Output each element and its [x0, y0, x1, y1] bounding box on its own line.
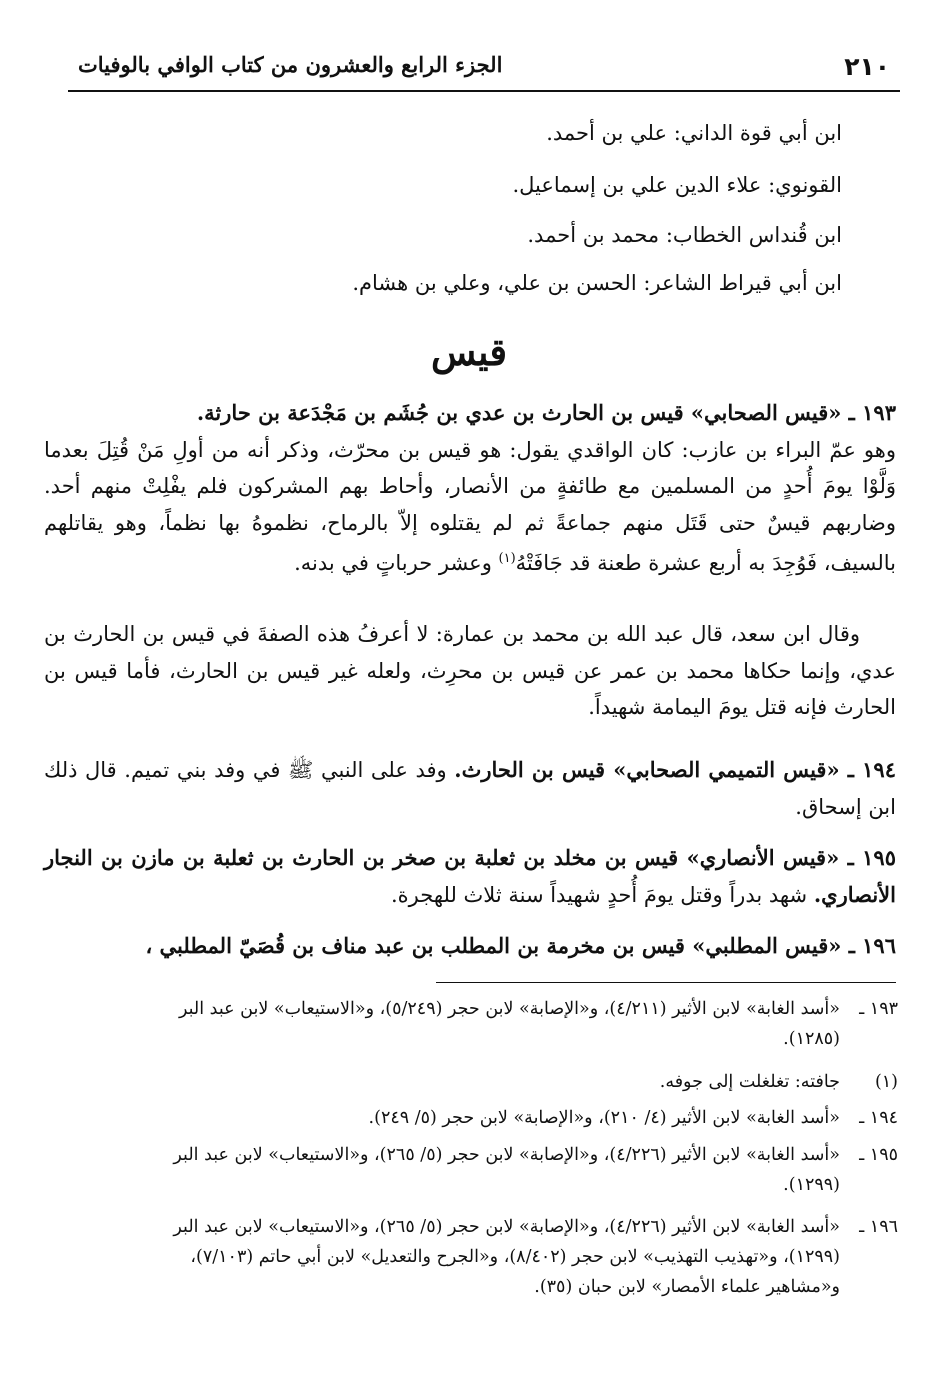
- footnote-text: «أسد الغابة» لابن الأثير (٤/٢٢٦)، و«الإصابة» لابن حجر (٥/ ٢٦٥)، و«الاستيعاب» لابن عبد البر: [173, 1217, 840, 1237]
- page-header: [68, 40, 900, 92]
- footnote-divider: [436, 982, 896, 983]
- footnote-number: ١٩٥ ـ: [859, 1145, 898, 1165]
- footnote-194: [42, 1103, 898, 1133]
- footnote-text: جافته: تغلغلت إلى جوفه.: [659, 1072, 840, 1092]
- footnote-193: [42, 994, 898, 1054]
- footnote-text: «أسد الغابة» لابن الأثير (٤/٢١١)، و«الإصابة» لابن حجر (٥/٢٤٩)، و«الاستيعاب» لابن عبد البر: [178, 999, 840, 1019]
- entry-text: [44, 432, 896, 582]
- footnote-text: (١٢٩٩).: [783, 1175, 840, 1195]
- footnote-text: «أسد الغابة» لابن الأثير (٤/٢٢٦)، و«الإصابة» لابن حجر (٥/ ٢٦٥)، و«الاستيعاب» لابن عبد البر: [173, 1145, 840, 1165]
- section-title: قيس: [430, 330, 508, 374]
- entry-193: [44, 395, 896, 582]
- footnote-text: «أسد الغابة» لابن الأثير (٤/ ٢١٠)، و«الإصابة» لابن حجر (٥/ ٢٤٩).: [368, 1108, 840, 1128]
- footnote-marker: (١): [498, 551, 516, 566]
- cross-reference-line: القونوي: علاء الدين علي بن إسماعيل.: [512, 173, 842, 197]
- entry-194: [44, 752, 896, 825]
- cross-reference-line: ابن أبي قوة الداني: علي بن أحمد.: [546, 121, 842, 145]
- footnote-number: (١): [874, 1072, 898, 1092]
- entry-body: وهو عمّ البراء بن عازب: كان الواقدي يقول: هو قيس بن محرّث، وذكر أنه من أولِ مَنْ قُتِلَ بعدما وَلَّوْا يومَ أُحدٍ من المسلمين مع طائفةٍ من الأنصار، وأحاط بهم المشركون فلم يفْلِتْ منهم أحد. وضاربهم قيسٌ حتى قَتَل منهم جماعةً ثم لم يقتلوه إلاّ بالرماح، نظموهُ بها نظماً، وهو يقاتلهم بالسيف، فَوُجِدَ به أربع عشرة طعنة قد جَافَتْهُ: [44, 437, 896, 575]
- entry-text: وفد على النبي ﷺ في وفد بني تميم. قال ذلك ابن إسحاق.: [44, 758, 896, 819]
- footnote-1: [42, 1067, 898, 1097]
- footnote-number: ١٩٦ ـ: [859, 1217, 898, 1237]
- entry-196: [44, 928, 896, 965]
- page-number: ٢١٠: [844, 52, 890, 81]
- entry-text: شهد بدراً وقتل يومَ أُحدٍ شهيداً سنة ثلاث للهجرة.: [391, 882, 814, 907]
- footnote-195: [42, 1140, 898, 1200]
- entry-195: [44, 840, 896, 913]
- entry-heading: ١٩٥ ـ «قيس الأنصاري» قيس بن مخلد بن ثعلبة بن صخر بن الحارث بن ثعلبة بن مازن بن النجار الأنصاري.: [44, 845, 896, 907]
- entry-heading: ١٩٦ ـ «قيس المطلبي» قيس بن مخرمة بن المطلب بن عبد مناف بن قُصَيّ المطلبي ،: [145, 933, 896, 958]
- footnote-text: (١٢٩٩)، و«تهذيب التهذيب» لابن حجر (٨/٤٠٢)، و«الجرح والتعديل» لابن أبي حاتم (٧/١٠٣)،: [190, 1247, 840, 1267]
- cross-reference-line: ابن قُنداس الخطاب: محمد بن أحمد.: [527, 223, 842, 247]
- entry-heading: ١٩٣ ـ «قيس الصحابي» قيس بن الحارث بن عدي بن جُشَم بن مَجْدَعة بن حارثة.: [196, 400, 896, 425]
- footnote-text: (١٢٨٥).: [783, 1029, 840, 1049]
- entry-heading: ١٩٤ ـ «قيس التميمي الصحابي» قيس بن الحارث.: [454, 757, 896, 782]
- cross-reference-line: ابن أبي قيراط الشاعر: الحسن بن علي، وعلي بن هشام.: [352, 271, 842, 295]
- entry-body-continued: وعشر حرباتٍ في بدنه.: [294, 551, 499, 575]
- footnote-number: ١٩٣ ـ: [859, 999, 898, 1019]
- footnote-number: ١٩٤ ـ: [859, 1108, 898, 1128]
- footnote-text: و«مشاهير علماء الأمصار» لابن حبان (٣٥).: [534, 1277, 840, 1297]
- running-title: الجزء الرابع والعشرون من كتاب الوافي بالوفيات: [78, 52, 503, 77]
- footnote-196: [42, 1212, 898, 1302]
- entry-193-paragraph-2: وقال ابن سعد، قال عبد الله بن محمد بن عمارة: لا أعرفُ هذه الصفةَ في قيس بن الحارث بن عدي، وإنما حكاها محمد بن عمر عن قيس بن محرِث، ولعله غير قيس بن الحارث، فأما قيس بن الحارث فإنه قتل يومَ اليمامة شهيداً.: [44, 622, 896, 719]
